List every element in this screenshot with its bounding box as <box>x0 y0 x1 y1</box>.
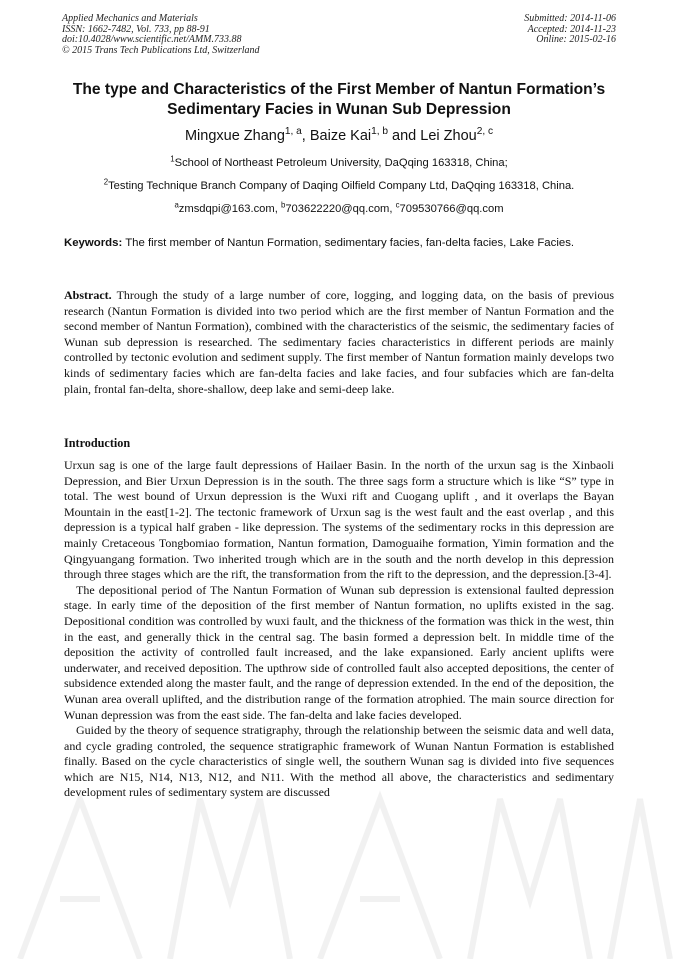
affiliation-2: $^2$Testing Technique Branch Company of Daqing Oilfield Company Ltd, DaQqing 163318, China. <box>103 177 575 192</box>
submitted-date: Submitted: 2014-11-06 <box>524 13 616 24</box>
paragraph: The depositional period of The Nantun Formation of Wunan sub depression is extensional faulted depression stage. In early time of the deposition of the first member of Nantun formation, no uplifts existed in the sag. Depositional condition was controlled by wuxi fault, and the thickness of the formation was thick in the west, thin in the east, and generally thick in the central sag. The basin formed a depression belt. In middle time of the deposition the activity of controlled fault increased, and the lake expansioned. Early ancient uplifts were underwater, and received deposition. The upthrow side of controlled fault also accepted depositions, the center of subsidence extended along the master fault, and the range of depression extended. In the end of the deposition, the Wunan area overall uplifted, and the distribution range of the formation atrophied. The main source direction for Wunan depression was from the east side. The fan-delta and lake facies developed. <box>64 582 614 722</box>
section-heading-introduction: Introduction <box>64 436 131 450</box>
journal-copyright: © 2015 Trans Tech Publications Ltd, Switzerland <box>62 44 260 56</box>
author-affiliation-mark: 1, b <box>371 126 389 138</box>
submission-dates <box>524 14 616 46</box>
author-emails: $^a$zmsdqpi@163.com, $^b$703622220@qq.com, $^c$709530766@qq.com <box>174 200 504 215</box>
author-affiliation-mark: 1, a <box>284 126 302 138</box>
email-link[interactable]: 709530766@qq.com <box>399 203 504 215</box>
paper-title <box>50 80 628 120</box>
keywords-label: Keywords: <box>64 237 123 249</box>
author-name: Lei Zhou <box>420 128 477 144</box>
keywords-section <box>64 236 614 251</box>
author-name: Baize Kai <box>309 128 372 144</box>
email-link[interactable]: 703622220@qq.com <box>285 203 390 215</box>
author-affiliation-mark: 2, c <box>476 126 494 138</box>
author-name: Mingxue Zhang <box>184 128 285 144</box>
online-date: Online: 2015-02-16 <box>536 34 616 46</box>
abstract-section <box>64 288 614 397</box>
author-list: Mingxue Zhang$^{1, a}$, Baize Kai$^{1, b}$ and Lei Zhou$^{2, c}$ <box>184 126 494 144</box>
paragraph: Urxun sag is one of the large fault depressions of Hailaer Basin. In the north of the urxun sag is the Xinbaoli Depression, and Bier Urxun Depression is in the south. The three sags form a structure which is like “S” type in total. The west bound of Urxun depression is the Wuxi rift and Cuogang uplift , and it overlaps the Bayan Mountain in the east[1-2]. The tectonic framework of Urxun sag is the west fault and the east overlap , and this depression is a typical half graben - like depression. The systems of the sedimentary rocks in this depression are mainly Cretaceous Tongbomiao formation, Nantun formation, Damoguaihe formation, Yimin formation and the Qingyuangang formation. Two inherited trough which are in the south and the north develop in this depression through three stages which are the rift, the transformation from the rift to the depression, and the depression.[3-4]. <box>64 458 614 582</box>
abstract-label: Abstract. <box>64 288 112 302</box>
paragraph: Guided by the theory of sequence stratigraphy, through the relationship between the seismic data and well data, and cycle grading controled, the sequence stratigraphic framework of Wunan Nantun Formation is established finally. Based on the cycle characteristics of single well, the southern Wunan sag is divided into five sequences which are N15, N14, N13, N12, and N11. With the method all above, the characteristics and sedimentary development rules of sedimentary system are discussed <box>64 723 614 800</box>
keywords-text: The first member of Nantun Formation, sedimentary facies, fan-delta facies, Lake Facies. <box>122 237 575 249</box>
affiliation-1: $^1$School of Northeast Petroleum University, DaQqing 163318, China; <box>170 154 508 169</box>
background-watermark <box>0 779 678 959</box>
introduction-body <box>64 458 614 801</box>
title-line: Sedimentary Facies in Wunan Sub Depression <box>167 101 511 118</box>
abstract-text: Through the study of a large number of core, logging, and logging data, on the basis of previous research (Nantun Formation is divided into two period which are the first member of Nantun Formation and the second member of Nantun Formation), combined with the characteristics of the seismic, the sedimentary facies of Wunan sub depression is researched. The sedimentary facies characteristics in different periods are mainly controlled by tectonic evolution and sediment supply. The first member of Nantun formation mainly develops two kinds of sedimentary facies which are fan-delta facies and lake facies, and four subfacies which are fan-delta plain, frontal fan-delta, shore-shallow, deep lake and semi-deep lake. <box>64 288 614 396</box>
journal-name: Applied Mechanics and Materials <box>62 13 198 24</box>
journal-issn: ISSN: 1662-7482, Vol. 733, pp 88-91 <box>62 23 210 35</box>
title-line: The type and Characteristics of the First Member of Nantun Formation’s <box>72 81 606 98</box>
accepted-date: Accepted: 2014-11-23 <box>527 23 616 35</box>
journal-doi: doi:10.4028/www.scientific.net/AMM.733.88 <box>62 34 242 46</box>
email-link[interactable]: zmsdqpi@163.com <box>178 203 275 215</box>
journal-info <box>62 14 260 56</box>
